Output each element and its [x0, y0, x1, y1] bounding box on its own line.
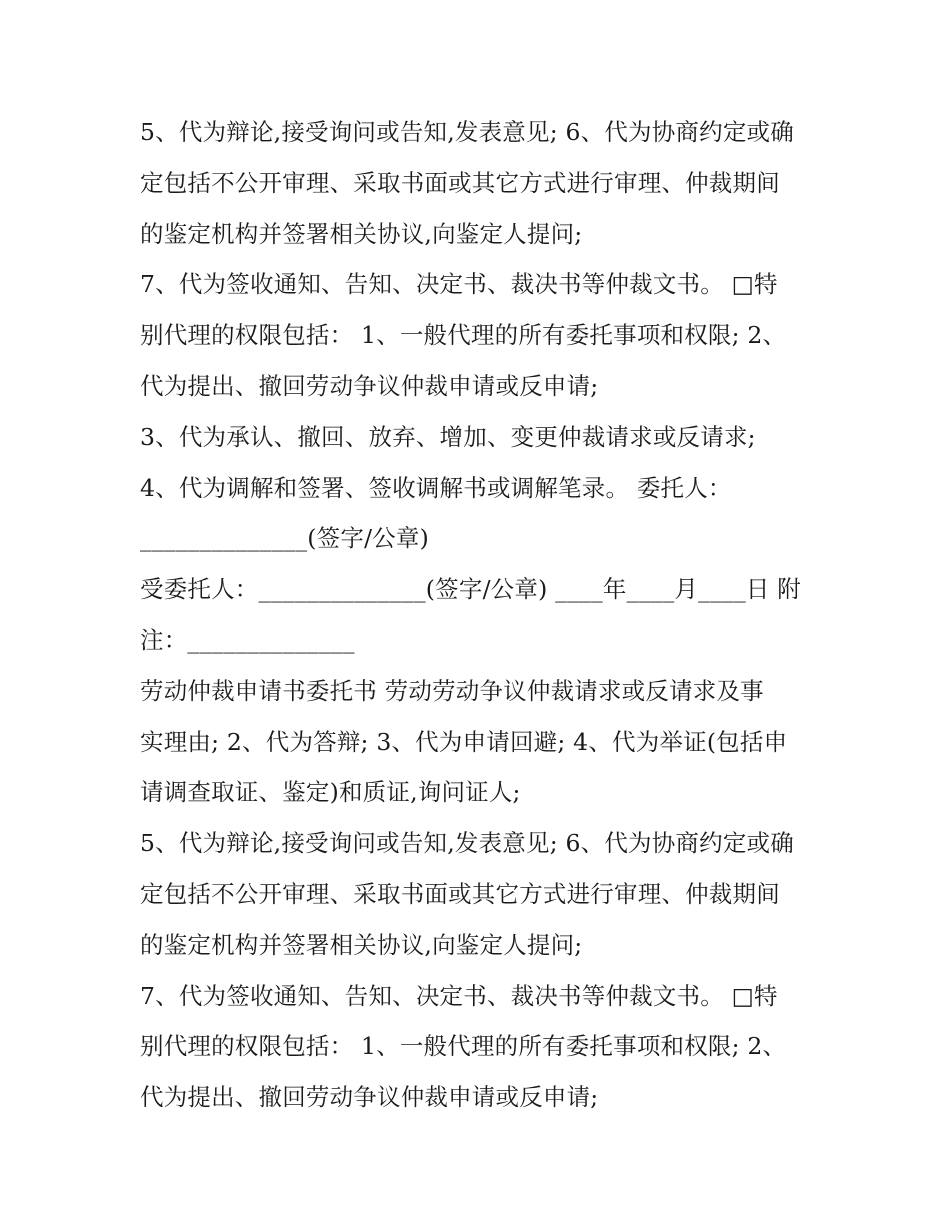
text-line: 4、代为调解和签署、签收调解书或调解笔录。 委托人： [140, 473, 732, 502]
text-line: 代为提出、撤回劳动争议仲裁申请或反申请; [140, 1083, 599, 1112]
document-body [140, 107, 820, 1123]
text-line: 请调查取证、鉴定)和质证,询问证人; [140, 778, 521, 807]
text-line: 实理由; 2、代为答辩; 3、代为申请回避; 4、代为举证(包括申 [140, 727, 788, 756]
text-line: 的鉴定机构并签署相关协议,向鉴定人提问; [140, 219, 583, 248]
text-line: 3、代为承认、撤回、放弃、增加、变更仲裁请求或反请求; [140, 422, 756, 451]
text-line: 定包括不公开审理、采取书面或其它方式进行审理、仲裁期间 [140, 879, 780, 908]
note-line: 注：______________ [140, 625, 355, 654]
text-line: 劳动仲裁申请书委托书 劳动劳动争议仲裁请求或反请求及事 [140, 676, 764, 705]
text-line: 定包括不公开审理、采取书面或其它方式进行审理、仲裁期间 [140, 168, 780, 197]
text-line: 代为提出、撤回劳动争议仲裁申请或反申请; [140, 371, 599, 400]
text-line: 5、代为辩论,接受询问或告知,发表意见; 6、代为协商约定或确 [140, 118, 794, 146]
text-line: 的鉴定机构并签署相关协议,向鉴定人提问; [140, 930, 583, 959]
text-line: 5、代为辩论,接受询问或告知,发表意见; 6、代为协商约定或确 [140, 829, 794, 858]
signature-line: ______________(签字/公章) [140, 524, 429, 553]
text-line: 7、代为签收通知、告知、决定书、裁决书等仲裁文书。 □特 [140, 981, 778, 1010]
text-line: 7、代为签收通知、告知、决定书、裁决书等仲裁文书。 □特 [140, 270, 778, 299]
signature-date-line: 受委托人：______________(签字/公章) ____年____月____日 附 [140, 575, 801, 604]
text-line: 别代理的权限包括： 1、一般代理的所有委托事项和权限; 2、 [140, 321, 787, 350]
text-line: 别代理的权限包括： 1、一般代理的所有委托事项和权限; 2、 [140, 1032, 787, 1061]
